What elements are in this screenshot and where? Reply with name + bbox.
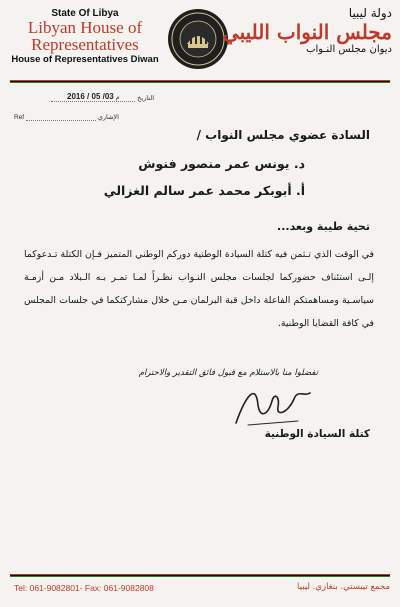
- header-divider: [10, 80, 390, 83]
- date-field: [14, 92, 154, 102]
- addressee: السادة عضوي مجلس النواب /: [196, 128, 370, 142]
- greeting: تحية طيبة وبعد...: [277, 220, 370, 233]
- header-state-ar: دولة ليبيا: [348, 6, 392, 20]
- header-house-en-line2: Representatives: [31, 35, 139, 54]
- header-diwan-en: House of Representatives Diwan: [11, 54, 159, 65]
- header-arabic: [217, 6, 392, 55]
- header-state-en: State Of Libya: [51, 8, 119, 19]
- ref-field: [14, 113, 154, 121]
- date-suffix: م: [115, 94, 120, 101]
- ref-label: Ref: [14, 114, 25, 121]
- signatory-name: كتلة السيادة الوطنية: [264, 428, 370, 440]
- closing-line: تفضلوا منا بالاستلام مع قبول فائق التقدير والاحترام: [138, 368, 318, 378]
- archive-label: الإشاري: [97, 114, 119, 121]
- letter-paragraph: في الوقت الذي تـثمن فيه كتلة السيادة الوطنية دوركم الوطني المتميز فـإن الكتلة تـدعوكما إلـى استئناف حضوركما لجلسات مجلس النـواب نظـراً لمـا تمـر بـه الـبلاد مـن أزمـة سياسـية ومساهمتكم الفاعلة داخل قبة البرلمان مـن خلال مشاركتكما في جلسات المجلس في كافة القضايا الوطنية.: [24, 249, 374, 329]
- header-diwan-ar: ديوان مجلس النـواب: [306, 44, 392, 55]
- footer-contact: Tel: 061-9082801- Fax: 061-9082808: [14, 583, 154, 593]
- header-english: [10, 8, 160, 65]
- footer-divider: [10, 574, 390, 577]
- footer-address: مجمع تيبستي. بنغازي. ليبيا: [297, 582, 390, 592]
- header-house-en-line1: Libyan House of: [27, 18, 143, 37]
- recipient-name-2: أ. أبوبكر محمد عمر سالم الغزالي: [103, 183, 305, 198]
- header-house-ar: مجلس النواب الليبي: [222, 20, 392, 44]
- handwritten-signature: [228, 375, 318, 430]
- date-value: 2016 / 05 /03: [67, 92, 114, 101]
- date-label: التاريخ: [137, 95, 154, 102]
- recipient-name-1: د. يونس عمر منصور فنوش: [138, 156, 305, 171]
